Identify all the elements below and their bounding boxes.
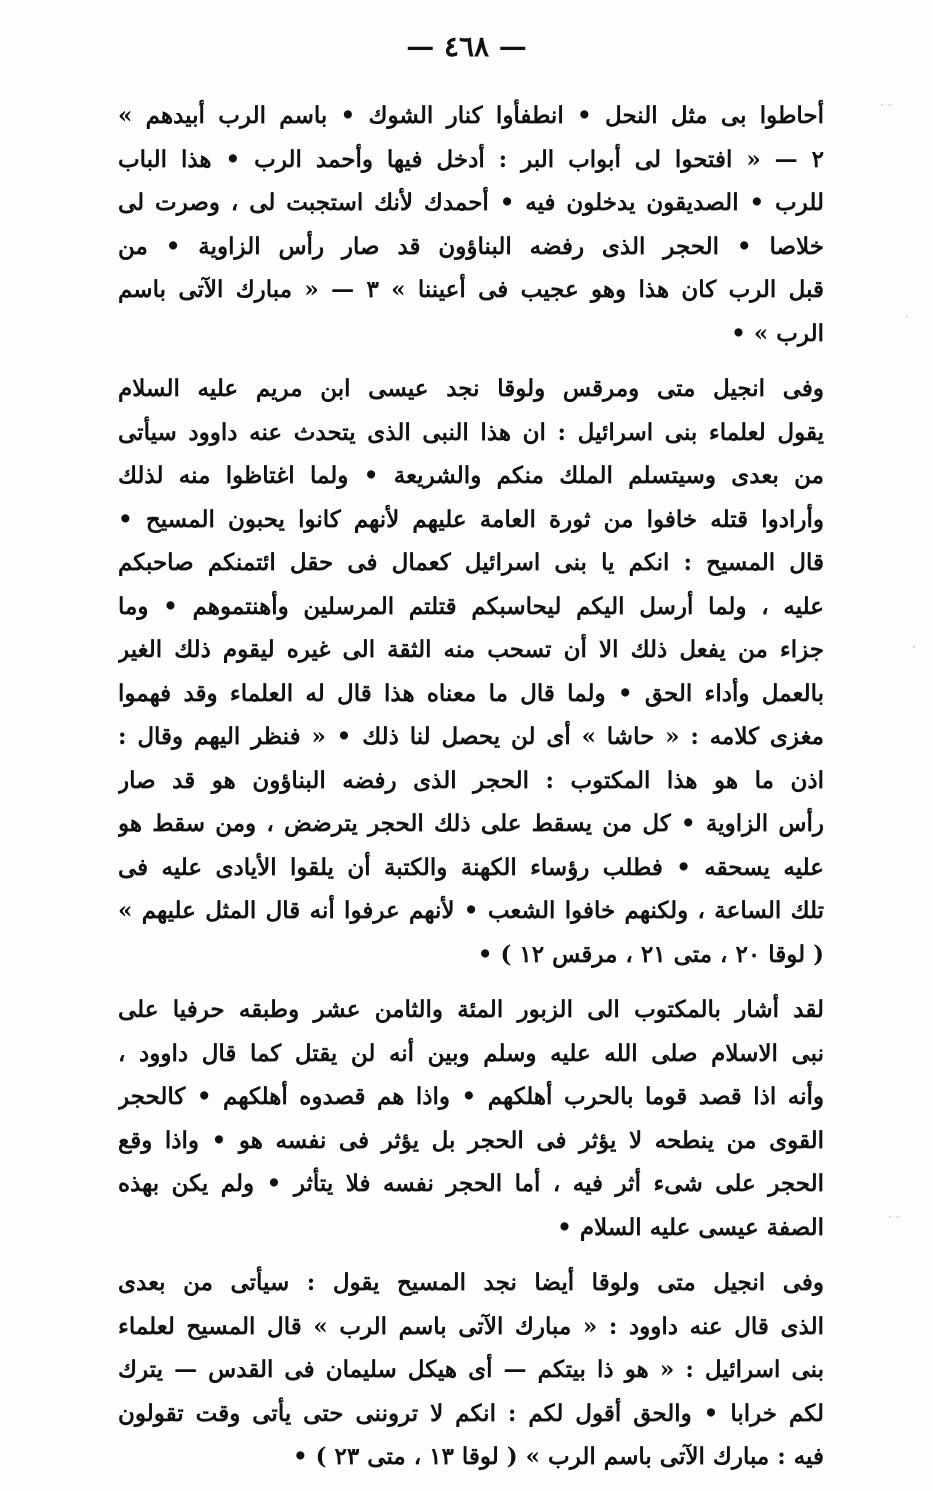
text-line: وأنه اذا قصد قوما بالحرب أهلكهم • واذا هم قصدوه أهلكهم • كالحجر: [118, 1083, 824, 1110]
paragraph-3: [118, 988, 824, 1249]
text-line: ٢ — « افتحوا لى أبواب البر : أدخل فيها وأحمد الرب • هذا الباب: [118, 145, 824, 173]
text-line: وأرادوا قتله خافوا من ثورة العامة عليهم لأنهم كانوا يحبون المسيح •: [118, 505, 824, 533]
text-line: الرب » •: [731, 319, 824, 347]
paragraph-1: [118, 94, 824, 355]
text-line: لقد أشار بالمكتوب الى الزبور المئة والثامن عشر وطبقه حرفيا على: [118, 996, 824, 1023]
text-line: اذن ما هو هذا المكتوب : الحجر الذى رفضه البناؤون هو قد صار: [118, 766, 824, 794]
text-line: رأس الزاوية • كل من يسقط على ذلك الحجر يترضض ، ومن سقط هو: [118, 810, 824, 837]
text-line: نبى الاسلام صلى الله عليه وسلم وبين أنه لن يقتل كما قال داوود ،: [118, 1039, 824, 1067]
scan-speck: · ·: [888, 1210, 900, 1224]
text-line: الذى قال عنه داوود : « مبارك الآتى باسم الرب » قال المسيح لعلماء: [118, 1312, 824, 1340]
text-line: عليه ، ولما أرسل اليكم ليحاسبكم قتلتم المرسلين وأهنتموهم • وما: [118, 592, 824, 620]
text-line: ( لوقا ٢٠ ، متى ٢١ ، مرقس ١٢ ) •: [477, 940, 824, 968]
scan-speck: ·: [912, 640, 916, 654]
text-line: لكم خرابا • والحق أقول لكم : انكم لا تروننى حتى يأتى وقت تقولون: [118, 1399, 824, 1427]
text-line: خلاصا • الحجر الذى رفضه البناؤون قد صار رأس الزاوية • من: [118, 232, 824, 260]
text-line: وفى انجيل متى ومرقس ولوقا نجد عيسى ابن مريم عليه السلام: [118, 375, 824, 402]
text-line: الحجر على شىء أثر فيه ، أما الحجر نفسه فلا يتأثر • ولم يكن بهذه: [118, 1170, 824, 1197]
text-line: أحاطوا بى مثل النحل • انطفأوا كنار الشوك • باسم الرب أبيدهم »: [118, 102, 824, 129]
page-body: [118, 94, 824, 1491]
page-number: — ٤٦٨ —: [406, 30, 527, 63]
text-line: مغزى كلامه : « حاشا » أى لن يحصل لنا ذلك • « فنظر اليهم وقال :: [118, 723, 824, 750]
text-line: فيه : مبارك الآتى باسم الرب » ( لوقا ١٣ ، متى ٢٣ ) •: [292, 1443, 824, 1470]
text-line: عليه يسحقه • فطلب رؤساء الكهنة والكتبة أن يلقوا الأيادى عليه فى: [118, 853, 824, 881]
text-line: قبل الرب كان هذا وهو عجيب فى أعيننا » ٣ — « مبارك الآتى باسم: [118, 276, 824, 303]
text-line: يقول لعلماء بنى اسرائيل : ان هذا النبى الذى يتحدث عنه داوود سيأتى: [118, 418, 824, 446]
paragraph-2: [118, 367, 824, 976]
text-line: بنى اسرائيل : « هو ذا بيتكم — أى هيكل سليمان فى القدس — يترك: [118, 1356, 824, 1383]
text-line: تلك الساعة ، ولكنهم خافوا الشعب • لأنهم عرفوا أنه قال المثل عليهم »: [118, 897, 824, 924]
text-line: بالعمل وأداء الحق • ولما قال ما معناه هذا قال له العلماء وقد فهموا: [118, 679, 824, 707]
text-line: الصفة عيسى عليه السلام •: [557, 1213, 824, 1241]
scan-speck: ·: [905, 310, 909, 324]
text-line: القوى من ينطحه لا يؤثر فى الحجر بل يؤثر فى نفسه هو • واذا وقع: [118, 1126, 824, 1154]
text-line: من بعدى وسيتسلم الملك منكم والشريعة • ولما اغتاظوا منه لذلك: [118, 462, 824, 489]
paragraph-4: [118, 1261, 824, 1479]
text-line: للرب • الصديقون يدخلون فيه • أحمدك لأنك استجبت لى ، وصرت لى: [118, 189, 824, 216]
text-line: قال المسيح : انكم يا بنى اسرائيل كعمال فى حقل ائتمنكم صاحبكم: [118, 549, 824, 576]
text-line: جزاء من يفعل ذلك الا أن تسحب منه الثقة الى غيره ليقوم ذلك الغير: [118, 636, 824, 663]
scan-speck: · ·: [880, 98, 892, 112]
text-line: وفى انجيل متى ولوقا أيضا نجد المسيح يقول : سيأتى من بعدى: [118, 1269, 824, 1296]
